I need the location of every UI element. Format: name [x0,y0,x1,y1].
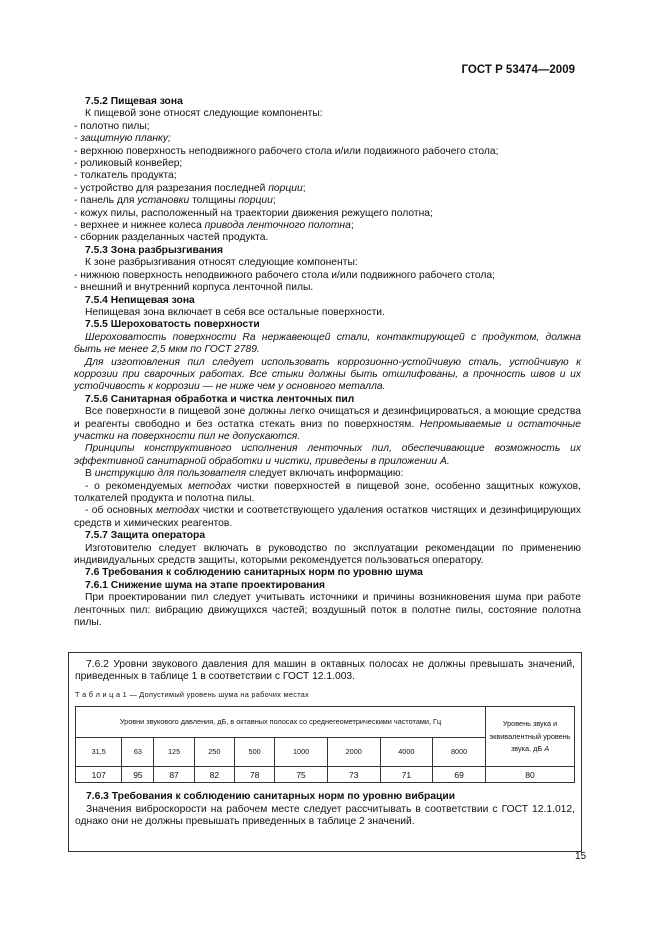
table-cell-value: 82 [194,767,234,783]
list-item: - сборник разделанных частей продукта. [74,232,269,244]
table-cell-value: 87 [154,767,194,783]
table-frame [68,652,582,852]
list-item: - внешний и внутренний корпуса ленточной пилы. [74,282,314,294]
table-cell-value: 95 [122,767,154,783]
list-item: - полотно пилы; [74,120,150,132]
list-item: - нижнюю поверхность неподвижного рабочего стола и/или подвижного рабочего стола; [74,269,495,281]
paragraph: Все поверхности в пищевой зоне должны легко очищаться и дезинфицироваться, а моющие средства и реагенты свободно и без остатка стекать вниз по поверхностям. Непромываемые и остаточные участки на поверхности пил не допускаются. [74,406,581,442]
table-cell-frequency: 8000 [433,738,486,767]
section-7-5-3-title: 7.5.3 Зона разбрызгивания [85,244,223,256]
list-item: - верхнее и нижнее колеса привода ленточного полотна; [74,220,354,232]
list-item: - панель для установки толщины порции; [74,195,276,207]
page-number: 15 [575,851,587,862]
paragraph: Принципы конструктивного исполнения ленточных пил, обеспечивающие возможность их эффективной санитарной обработки и чистки, приведены в приложении А. [74,443,581,467]
table-cell-value: 73 [327,767,380,783]
table-cell-value: 80 [486,767,575,783]
table-cell-frequency: 2000 [327,738,380,767]
table-cell-value: 71 [380,767,433,783]
table-cell-value: 78 [234,767,274,783]
table-cell-frequency: 63 [122,738,154,767]
table-cell-frequency: 4000 [380,738,433,767]
section-7-6-2-text: 7.6.2 Уровни звукового давления для машин в октавных полосах не должны превышать значений, приведенных в таблице 1 в соответствии с ГОСТ 12.1.003. [75,659,575,683]
table-cell-value: 75 [275,767,328,783]
section-7-5-4-title: 7.5.4 Непищевая зона [85,294,195,306]
list-item: - устройство для разрезания последней порции; [74,182,306,194]
paragraph: В инструкцию для пользователя следует включать информацию: [85,468,404,480]
section-7-5-4-text: Непищевая зона включает в себя все остальные поверхности. [85,306,385,318]
noise-table [75,706,575,783]
section-7-6-1-title: 7.6.1 Снижение шума на этапе проектирования [85,579,326,591]
list-item: - защитную планку; [74,133,171,145]
list-item: - кожух пилы, расположенный на траектории движения режущего полотна; [74,207,433,219]
document-code: ГОСТ Р 53474—2009 [461,64,575,76]
table-header-level: Уровень звука и эквивалентный уровень звука, дБ А [486,707,575,767]
paragraph: Шероховатость поверхности Ra нержавеющей стали, контактирующей с продуктом, должна быть не менее 2,5 мкм по ГОСТ 2789. [74,331,581,356]
section-7-5-3-intro: К зоне разбрызгивания относят следующие компоненты: [85,257,358,269]
paragraph: Изготовителю следует включать в руководство по эксплуатации рекомендации по применению индивидуальных средств защиты, которыми рекомендуется пользоваться оператору. [74,542,581,567]
paragraph: Для изготовления пил следует использовать коррозионно-устойчивую сталь, устойчивую к коррозии при сварочных работах. Все стыки должны быть отшлифованы, а прочность швов и их устойчивость к коррозии — не ниже чем у основного металла. [74,356,581,393]
page-body [74,96,581,629]
table-cell-value: 69 [433,767,486,783]
table-header-octave: Уровни звукового давления, дБ, в октавных полосах со среднегеометрическими частотами, Гц [76,707,486,738]
list-item: - роликовый конвейер; [74,158,183,170]
table-cell-frequency: 1000 [275,738,328,767]
section-7-5-2-title: 7.5.2 Пищевая зона [85,96,183,107]
section-7-5-2-intro: К пищевой зоне относят следующие компоненты: [85,108,323,120]
paragraph: - об основных методах чистки и соответствующего удаления остатков чистящих и дезинфицирующих средств и химических реагентов. [74,505,581,529]
table-cell-frequency: 125 [154,738,194,767]
section-7-5-7-title: 7.5.7 Защита оператора [85,530,206,542]
section-7-5-6-title: 7.5.6 Санитарная обработка и чистка ленточных пил [85,393,355,405]
list-item: - верхнюю поверхность неподвижного рабочего стола и/или подвижного рабочего стола; [74,145,499,157]
table-caption: Т а б л и ц а 1 — Допустимый уровень шума на рабочих местах [75,689,310,699]
paragraph: При проектировании пил следует учитывать источники и причины возникновения шума при работе ленточных пил: вибрацию движущихся частей; воздушный поток в полотне пилы, состояние полотна пилы. [74,592,581,629]
section-7-6-3-title: 7.6.3 Требования к соблюдению санитарных норм по уровню вибрации [86,791,456,803]
paragraph: - о рекомендуемых методах чистки поверхностей в пищевой зоне, особенно защитных кожухов, толкателей продукта и полотна пилы. [74,480,581,504]
section-7-6-3-text: Значения виброскорости на рабочем месте следует рассчитывать в соответствии с ГОСТ 12.1.012, однако они не должны превышать приведенных в таблице 2 значений. [75,803,575,828]
section-7-5-5-title: 7.5.5 Шероховатость поверхности [85,319,260,331]
table-cell-frequency: 250 [194,738,234,767]
table-cell-frequency: 500 [234,738,274,767]
table-cell-value: 107 [76,767,122,783]
section-7-6-title: 7.6 Требования к соблюдению санитарных норм по уровню шума [85,567,423,579]
table-cell-frequency: 31,5 [76,738,122,767]
list-item: - толкатель продукта; [74,170,177,182]
